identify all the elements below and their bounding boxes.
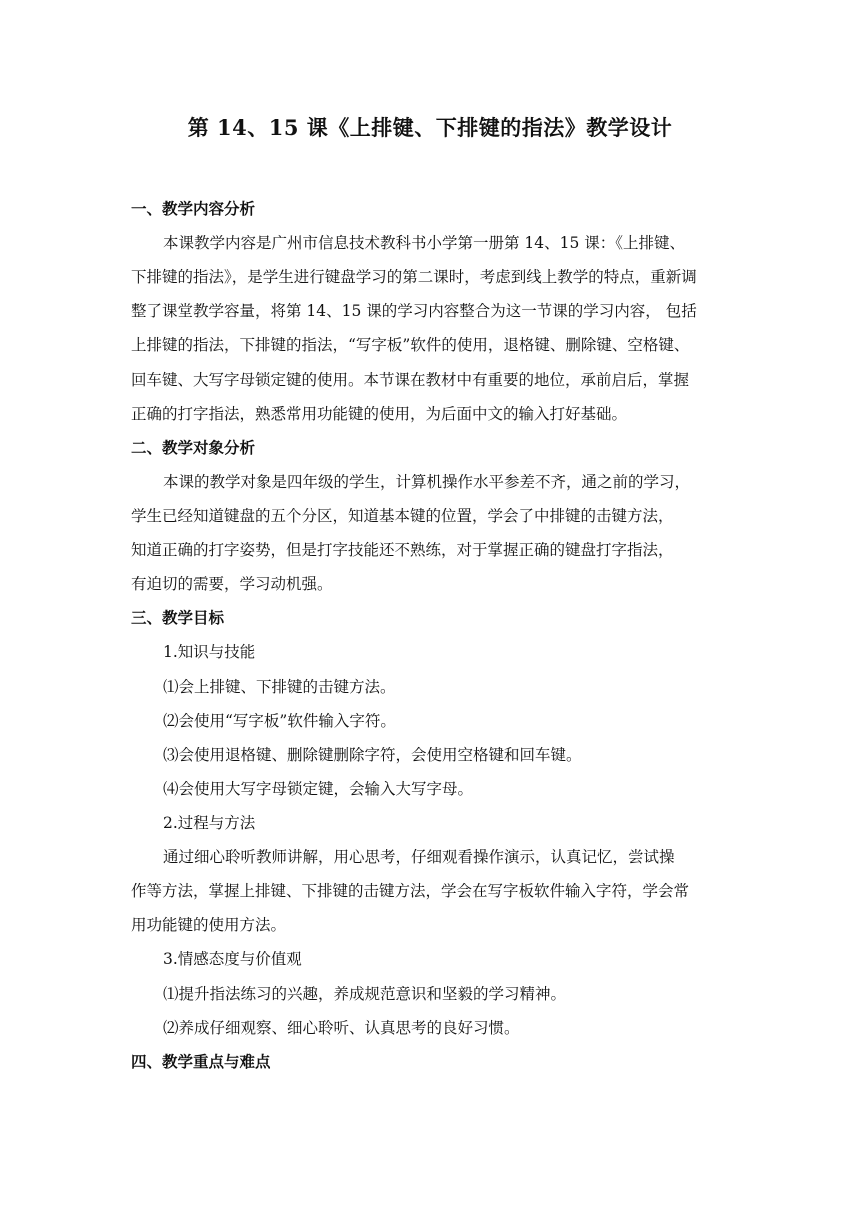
paragraph-line: 作等方法，掌握上排键、下排键的击键方法，学会在写字板软件输入字符，学会常 — [131, 882, 690, 900]
section-heading-content-analysis: 一、教学内容分析 — [131, 199, 256, 218]
paragraph-line: 正确的打字指法，熟悉常用功能键的使用，为后面中文的输入打好基础。 — [131, 405, 628, 423]
list-item: ⑷会使用大写字母锁定键，会输入大写字母。 — [163, 780, 474, 798]
list-item: ⑶会使用退格键、删除键删除字符，会使用空格键和回车键。 — [163, 746, 582, 764]
list-item: ⑴会上排键、下排键的击键方法。 — [163, 678, 396, 696]
subheading-knowledge-skills: 1.知识与技能 — [163, 643, 256, 661]
section-heading-key-points: 四、教学重点与难点 — [131, 1052, 271, 1071]
subheading-process-methods: 2.过程与方法 — [163, 814, 256, 832]
paragraph-line: 知道正确的打字姿势，但是打字技能还不熟练，对于掌握正确的键盘打字指法， — [131, 541, 674, 559]
list-item: ⑵养成仔细观察、细心聆听、认真思考的良好习惯。 — [163, 1019, 520, 1037]
subheading-attitudes-values: 3.情感态度与价值观 — [163, 950, 302, 968]
paragraph-line: 下排键的指法》，是学生进行键盘学习的第二课时，考虑到线上教学的特点，重新调 — [131, 268, 697, 286]
list-item: ⑴提升指法练习的兴趣，养成规范意识和坚毅的学习精神。 — [163, 985, 567, 1003]
paragraph-line: 整了课堂教学容量，将第 14、15 课的学习内容整合为这一节课的学习内容， 包括 — [131, 302, 697, 320]
document-title: 第 14、15 课《上排键、下排键的指法》教学设计 — [187, 115, 673, 140]
paragraph-line: 有迫切的需要，学习动机强。 — [131, 575, 333, 593]
paragraph-line: 上排键的指法，下排键的指法，“写字板”软件的使用，退格键、删除键、空格键、 — [131, 336, 690, 354]
paragraph-line: 通过细心聆听教师讲解，用心思考，仔细观看操作演示，认真记忆，尝试操 — [163, 848, 675, 866]
paragraph-line: 回车键、大写字母锁定键的使用。本节课在教材中有重要的地位，承前启后，掌握 — [131, 371, 690, 389]
section-heading-audience-analysis: 二、教学对象分析 — [131, 438, 256, 457]
paragraph-line: 学生已经知道键盘的五个分区，知道基本键的位置，学会了中排键的击键方法， — [131, 507, 674, 525]
section-heading-objectives: 三、教学目标 — [131, 608, 225, 627]
paragraph-line: 本课的教学对象是四年级的学生，计算机操作水平参差不齐，通之前的学习， — [163, 473, 691, 491]
list-item: ⑵会使用“写字板”软件输入字符。 — [163, 712, 396, 730]
paragraph-line: 本课教学内容是广州市信息技术教科书小学第一册第 14、15 课：《上排键、 — [163, 234, 686, 252]
paragraph-line: 用功能键的使用方法。 — [131, 916, 287, 934]
